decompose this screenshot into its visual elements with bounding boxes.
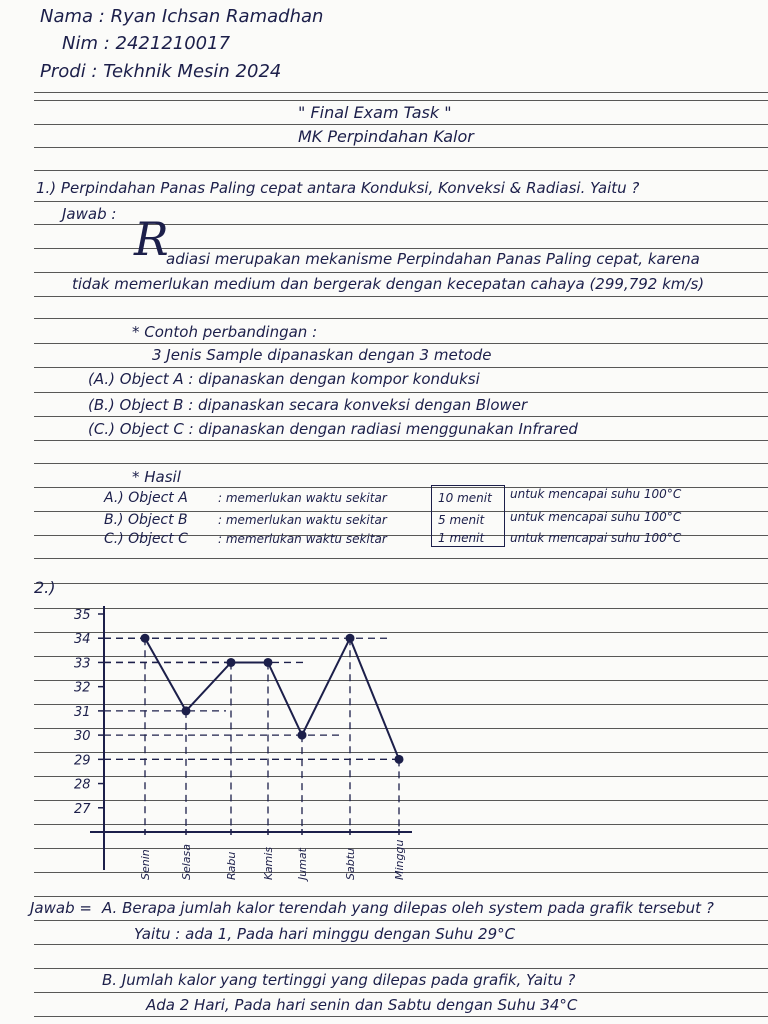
- result-title: * Hasil: [132, 468, 181, 486]
- result-c-desc: : memerlukan waktu sekitar: [218, 532, 387, 546]
- study-program: Prodi : Tekhnik Mesin 2024: [40, 61, 282, 82]
- y-tick-label: 32: [74, 680, 91, 696]
- question-1: 1.) Perpindahan Panas Paling cepat antara Konduksi, Konveksi & Radiasi. Yaitu ?: [36, 179, 640, 197]
- answer-initial: R: [134, 212, 169, 266]
- x-tick-label: Minggu: [393, 839, 406, 880]
- result-a-label: A.) Object A: [104, 490, 188, 506]
- x-tick-label: Rabu: [225, 851, 238, 880]
- answer-b-question: B. Jumlah kalor yang tertinggi yang dilepas pada grafik, Yaitu ?: [102, 971, 576, 989]
- comparison-item-b: (B.) Object B : dipanaskan secara konveksi dengan Blower: [88, 396, 528, 414]
- series-line: [145, 638, 399, 759]
- y-tick-label: 29: [74, 753, 91, 769]
- data-point: [141, 634, 150, 643]
- result-a-desc: : memerlukan waktu sekitar: [218, 491, 387, 505]
- data-point: [227, 658, 236, 667]
- temperature-line-chart: [0, 590, 460, 890]
- x-tick-label: Senin: [139, 849, 152, 880]
- answers-label: Jawab =: [30, 899, 92, 917]
- data-point: [264, 658, 273, 667]
- answer-a-question: A. Berapa jumlah kalor terendah yang dilepas oleh system pada grafik tersebut ?: [102, 899, 714, 917]
- x-tick-label: Jumat: [296, 848, 309, 880]
- x-tick-label: Kamis: [262, 846, 275, 880]
- answer-b-answer: Ada 2 Hari, Pada hari senin dan Sabtu dengan Suhu 34°C: [146, 996, 578, 1014]
- result-b-time: 5 menit: [438, 513, 485, 527]
- result-a-note: untuk mencapai suhu 100°C: [510, 487, 682, 501]
- result-b-desc: : memerlukan waktu sekitar: [218, 513, 387, 527]
- y-tick-label: 27: [74, 801, 91, 817]
- result-c-note: untuk mencapai suhu 100°C: [510, 531, 682, 545]
- result-a-time: 10 menit: [438, 491, 492, 505]
- result-b-note: untuk mencapai suhu 100°C: [510, 510, 682, 524]
- student-nim: Nim : 2421210017: [62, 33, 231, 54]
- answer-line-1: adiasi merupakan mekanisme Perpindahan Panas Paling cepat, karena: [166, 250, 700, 268]
- result-c-time: 1 menit: [438, 531, 485, 545]
- data-point: [298, 731, 307, 740]
- question-2-number: 2.): [34, 578, 56, 597]
- y-tick-label: 35: [74, 608, 91, 623]
- comparison-item-c: (C.) Object C : dipanaskan dengan radiasi menggunakan Infrared: [88, 420, 578, 438]
- course-title: MK Perpindahan Kalor: [298, 127, 474, 146]
- y-tick-label: 30: [74, 729, 91, 745]
- answer-a-answer: Yaitu : ada 1, Pada hari minggu dengan Suhu 29°C: [134, 925, 516, 943]
- comparison-subtitle: 3 Jenis Sample dipanaskan dengan 3 metode: [152, 346, 492, 364]
- data-point: [395, 755, 404, 764]
- answer-line-2: tidak memerlukan medium dan bergerak dengan kecepatan cahaya (299,792 km/s): [72, 275, 705, 293]
- x-tick-label: Sabtu: [344, 848, 357, 880]
- page-title: " Final Exam Task ": [298, 103, 452, 122]
- result-b-label: B.) Object B: [104, 512, 188, 528]
- comparison-item-a: (A.) Object A : dipanaskan dengan kompor konduksi: [88, 370, 480, 388]
- y-tick-label: 33: [74, 656, 91, 672]
- y-tick-label: 31: [74, 704, 91, 720]
- data-point: [346, 634, 355, 643]
- answer-label: Jawab :: [62, 205, 117, 223]
- student-name: Nama : Ryan Ichsan Ramadhan: [40, 6, 324, 27]
- y-tick-label: 34: [74, 632, 91, 648]
- data-point: [182, 706, 191, 715]
- comparison-title: * Contoh perbandingan :: [132, 323, 318, 341]
- y-tick-label: 28: [74, 777, 91, 793]
- result-c-label: C.) Object C: [104, 531, 188, 547]
- x-tick-label: Selasa: [180, 843, 193, 880]
